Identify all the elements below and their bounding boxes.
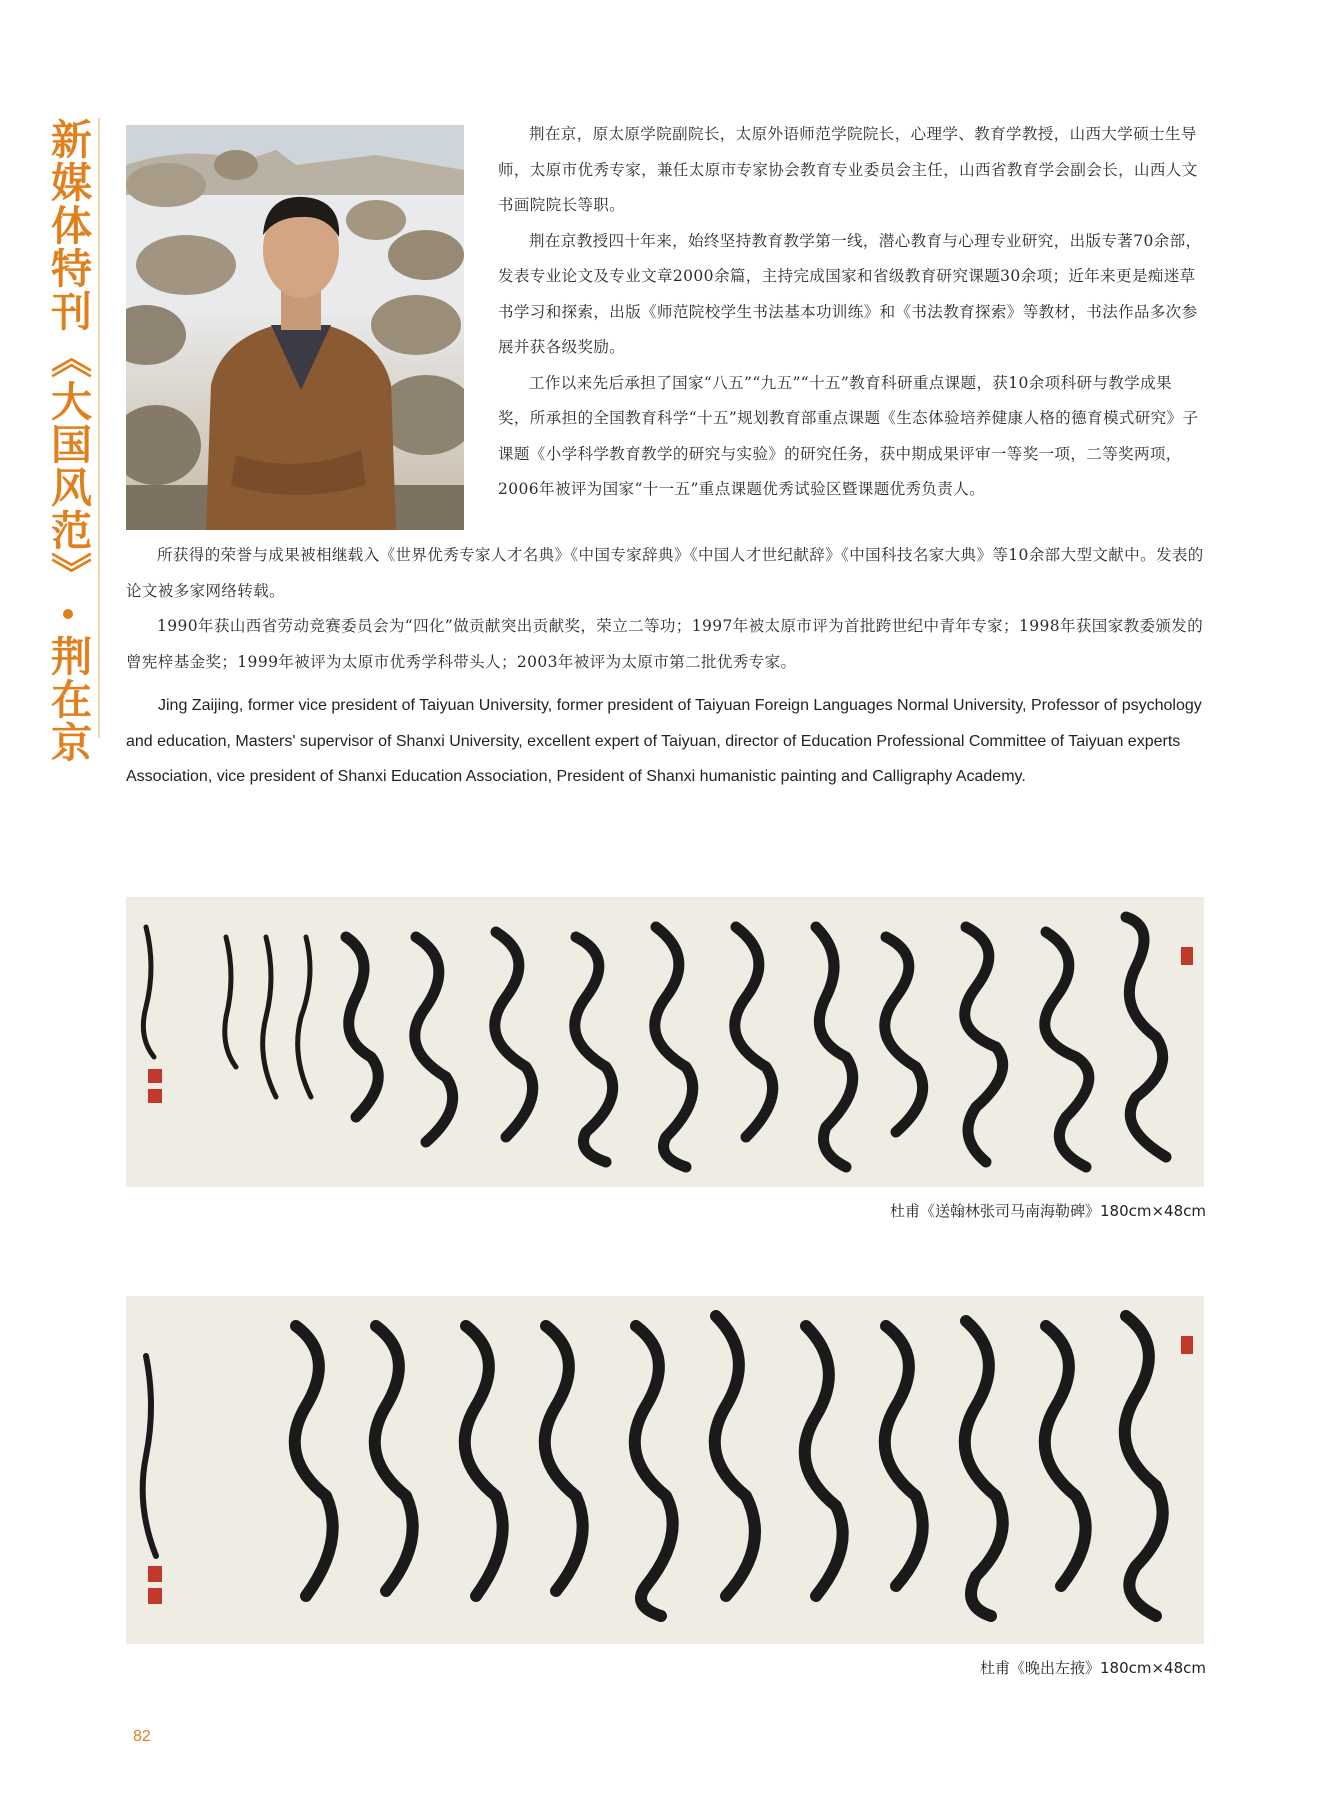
artwork-2-caption: 杜甫《晚出左掖》180cm×48cm — [979, 1659, 1206, 1677]
bio-chinese-top — [498, 117, 1203, 508]
title-person-name: 荆在京 — [44, 635, 92, 764]
calligraphy-artwork-1 — [126, 897, 1204, 1187]
calligraphy-artwork-1-image — [126, 897, 1204, 1187]
sidebar-divider — [98, 118, 100, 738]
artwork-1-caption: 杜甫《送翰林张司马南海勒碑》180cm×48cm — [889, 1202, 1206, 1220]
page-number: 82 — [133, 1728, 151, 1745]
title-media-special: 新媒体特刊 — [44, 118, 92, 333]
bio-paragraph-2: 荆在京教授四十年来，始终坚持教育教学第一线，潜心教育与心理专业研究，出版专著70余部，发表专业论文及专业文章2000余篇，主持完成国家和省级教育研究课题30余项；近年来更是痴迷草书学习和探索，出版《师范院校学生书法基本功训练》和《书法教育探索》等教材，书法作品多次参展并获各级奖励。 — [498, 231, 1202, 356]
portrait-photo-image — [126, 125, 464, 530]
bio-chinese-bottom — [126, 538, 1204, 680]
bio-paragraph-1: 荆在京，原太原学院副院长，太原外语师范学院院长，心理学、教育学教授，山西大学硕士生导师，太原市优秀专家，兼任太原市专家协会教育专业委员会主任，山西省教育学会副会长，山西人文书画院院长等职。 — [498, 125, 1198, 214]
bio-paragraph-4: 所获得的荣誉与成果被相继载入《世界优秀专家人才名典》《中国专家辞典》《中国人才世纪献辞》《中国科技名家大典》等10余部大型文献中。发表的论文被多家网络转载。 — [126, 546, 1204, 600]
bio-paragraph-3: 工作以来先后承担了国家“八五”“九五”“十五”教育科研重点课题，获10余项科研与教学成果奖，所承担的全国教育科学“十五”规划教育部重点课题《生态体验培养健康人格的德育模式研究》子课题《小学科学教育教学的研究与实验》的研究任务，获中期成果评审一等奖一项，二等奖两项，2006年被评为国家“十一五”重点课题优秀试验区暨课题优秀负责人。 — [498, 373, 1199, 498]
title-magazine: 《大国风范》 — [44, 337, 92, 595]
portrait-photo — [126, 125, 464, 530]
calligraphy-artwork-2-image — [126, 1296, 1204, 1644]
calligraphy-artwork-2 — [126, 1296, 1204, 1644]
bio-english: Jing Zaijing, former vice president of Taiyuan University, former president of Taiyuan Foreign Languages Normal University, Professor of psychology and education, Masters' supervisor of Shanxi University, excellent expert of Taiyuan, director of Education Professional Committee of Taiyuan experts Association, vice president of Shanxi Education Association, President of Shanxi humanistic painting and Calligraphy Academy. — [126, 697, 1202, 785]
bio-paragraph-5: 1990年获山西省劳动竞赛委员会为“四化”做贡献突出贡献奖，荣立二等功；1997年被太原市评为首批跨世纪中青年专家；1998年获国家教委颁发的曾宪梓基金奖；1999年被评为太原市优秀学科带头人；2003年被评为太原市第二批优秀专家。 — [126, 617, 1204, 671]
title-separator-dot — [63, 609, 73, 619]
vertical-title — [40, 118, 96, 764]
